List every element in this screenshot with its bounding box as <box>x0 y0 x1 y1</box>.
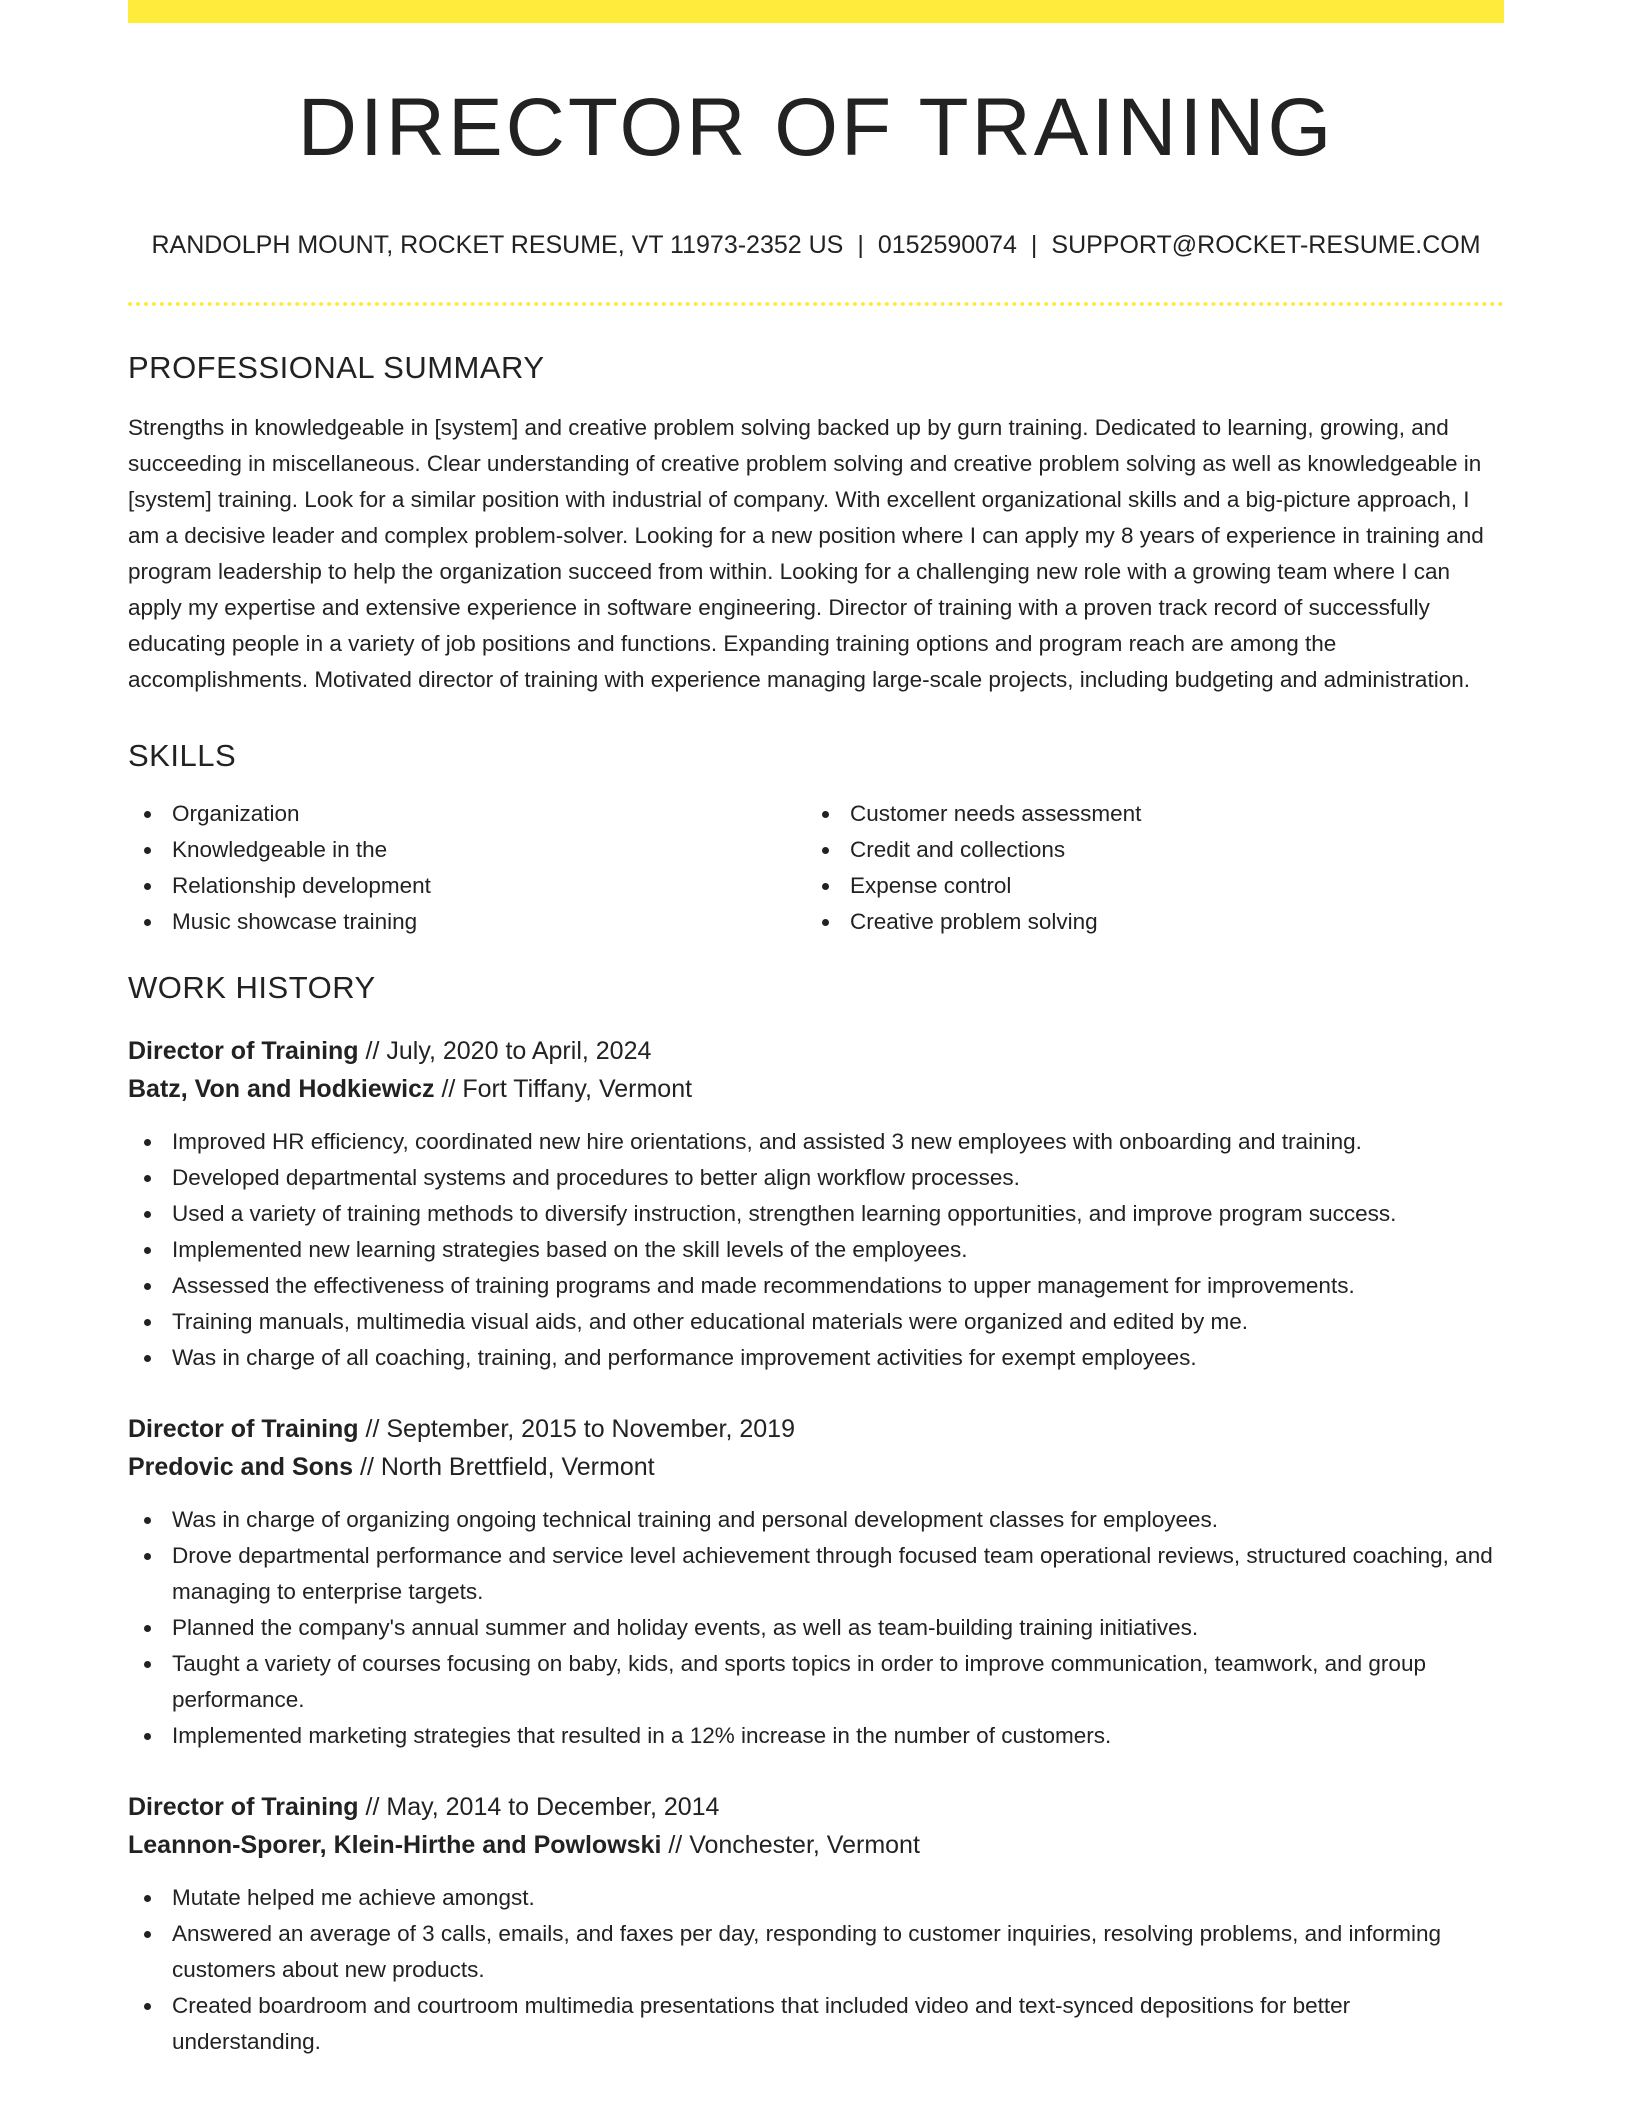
skill-item: Expense control <box>806 868 1484 904</box>
job-title-line <box>128 1032 1504 1070</box>
job-location: // Vonchester, Vermont <box>668 1831 920 1859</box>
job-entry <box>128 1788 1504 2060</box>
contact-line <box>128 231 1504 260</box>
skill-item: Relationship development <box>128 868 806 904</box>
job-bullets <box>128 1124 1504 1376</box>
skill-item: Customer needs assessment <box>806 796 1484 832</box>
job-bullet: Implemented new learning strategies based on the skill levels of the employees. <box>128 1232 1504 1268</box>
skill-item: Creative problem solving <box>806 904 1484 940</box>
job-bullet: Implemented marketing strategies that resulted in a 12% increase in the number of customers. <box>128 1718 1504 1754</box>
job-dates: // September, 2015 to November, 2019 <box>365 1415 795 1443</box>
job-bullet: Created boardroom and courtroom multimedia presentations that included video and text-synced depositions for better understanding. <box>128 1988 1504 2060</box>
job-bullet: Improved HR efficiency, coordinated new hire orientations, and assisted 3 new employees with onboarding and training. <box>128 1124 1504 1160</box>
contact-phone: 0152590074 <box>877 231 1017 259</box>
skill-item: Knowledgeable in the <box>128 832 806 868</box>
skills-heading: SKILLS <box>128 738 237 773</box>
dotted-divider <box>128 302 1504 306</box>
job-title: Director of Training <box>128 1037 359 1065</box>
job-title: Director of Training <box>128 1415 359 1443</box>
resume-title: DIRECTOR OF TRAINING <box>297 82 1335 173</box>
job-bullet: Was in charge of organizing ongoing technical training and personal development classes for employees. <box>128 1502 1504 1538</box>
job-title-line <box>128 1788 1504 1826</box>
job-bullet: Mutate helped me achieve amongst. <box>128 1880 1504 1916</box>
skill-item: Credit and collections <box>806 832 1484 868</box>
job-bullet: Planned the company's annual summer and holiday events, as well as team-building training initiatives. <box>128 1610 1504 1646</box>
job-company: Leannon-Sporer, Klein-Hirthe and Powlowski <box>128 1831 662 1859</box>
job-bullets <box>128 1502 1504 1754</box>
job-bullet: Used a variety of training methods to diversify instruction, strengthen learning opportunities, and improve program success. <box>128 1196 1504 1232</box>
job-bullet: Taught a variety of courses focusing on baby, kids, and sports topics in order to improve communication, teamwork, and group performance. <box>128 1646 1504 1718</box>
job-company: Batz, Von and Hodkiewicz <box>128 1075 435 1103</box>
job-bullet: Training manuals, multimedia visual aids, and other educational materials were organized and edited by me. <box>128 1304 1504 1340</box>
job-bullet: Was in charge of all coaching, training, and performance improvement activities for exempt employees. <box>128 1340 1504 1376</box>
job-company-line <box>128 1826 1504 1864</box>
job-company: Predovic and Sons <box>128 1453 354 1481</box>
job-entry <box>128 1032 1504 1376</box>
resume-page <box>128 0 1504 2060</box>
summary-text: Strengths in knowledgeable in [system] and creative problem solving backed up by gurn training. Dedicated to learning, growing, and succeeding in miscellaneous. Clear understanding of creative problem solving and creative problem solving as well as knowledgeable in [system] training. Look for a similar position with industrial of company. With excellent organizational skills and a big-picture approach, I am a decisive leader and complex problem-solver. Looking for a new position where I can apply my 8 years of experience in training and program leadership to help the organization succeed from within. Looking for a challenging new role with a growing team where I can apply my expertise and extensive experience in software engineering. Director of training with a proven track record of successfully educating people in a variety of job positions and functions. Expanding training options and program reach are among the accomplishments. Motivated director of training with experience managing large-scale projects, including budgeting and administration. <box>128 415 1484 692</box>
job-bullet: Drove departmental performance and service level achievement through focused team operational reviews, structured coaching, and managing to enterprise targets. <box>128 1538 1504 1610</box>
job-bullet: Assessed the effectiveness of training programs and made recommendations to upper management for improvements. <box>128 1268 1504 1304</box>
skill-item: Organization <box>128 796 806 832</box>
job-bullets <box>128 1880 1504 2060</box>
job-title-line <box>128 1410 1504 1448</box>
job-bullet: Developed departmental systems and procedures to better align workflow processes. <box>128 1160 1504 1196</box>
contact-separator: | <box>857 231 864 259</box>
job-dates: // July, 2020 to April, 2024 <box>365 1037 652 1065</box>
job-title: Director of Training <box>128 1793 359 1821</box>
job-dates: // May, 2014 to December, 2014 <box>365 1793 720 1821</box>
skills-grid <box>128 796 1504 940</box>
job-company-line <box>128 1448 1504 1486</box>
contact-separator: | <box>1030 231 1038 259</box>
work-history-heading: WORK HISTORY <box>128 970 376 1005</box>
contact-address: RANDOLPH MOUNT, ROCKET RESUME, VT 11973-2352 US <box>151 231 844 259</box>
job-location: // Fort Tiffany, Vermont <box>441 1075 693 1103</box>
skill-item: Music showcase training <box>128 904 806 940</box>
summary-heading: PROFESSIONAL SUMMARY <box>128 350 545 385</box>
contact-email: SUPPORT@ROCKET-RESUME.COM <box>1051 231 1481 259</box>
job-bullet: Answered an average of 3 calls, emails, and faxes per day, responding to customer inquiries, resolving problems, and informing customers about new products. <box>128 1916 1504 1988</box>
job-location: // North Brettfield, Vermont <box>360 1453 655 1481</box>
accent-top-bar <box>128 0 1504 23</box>
job-entry <box>128 1410 1504 1754</box>
job-company-line <box>128 1070 1504 1108</box>
skills-list-right <box>806 796 1484 940</box>
skills-list-left <box>128 796 806 940</box>
